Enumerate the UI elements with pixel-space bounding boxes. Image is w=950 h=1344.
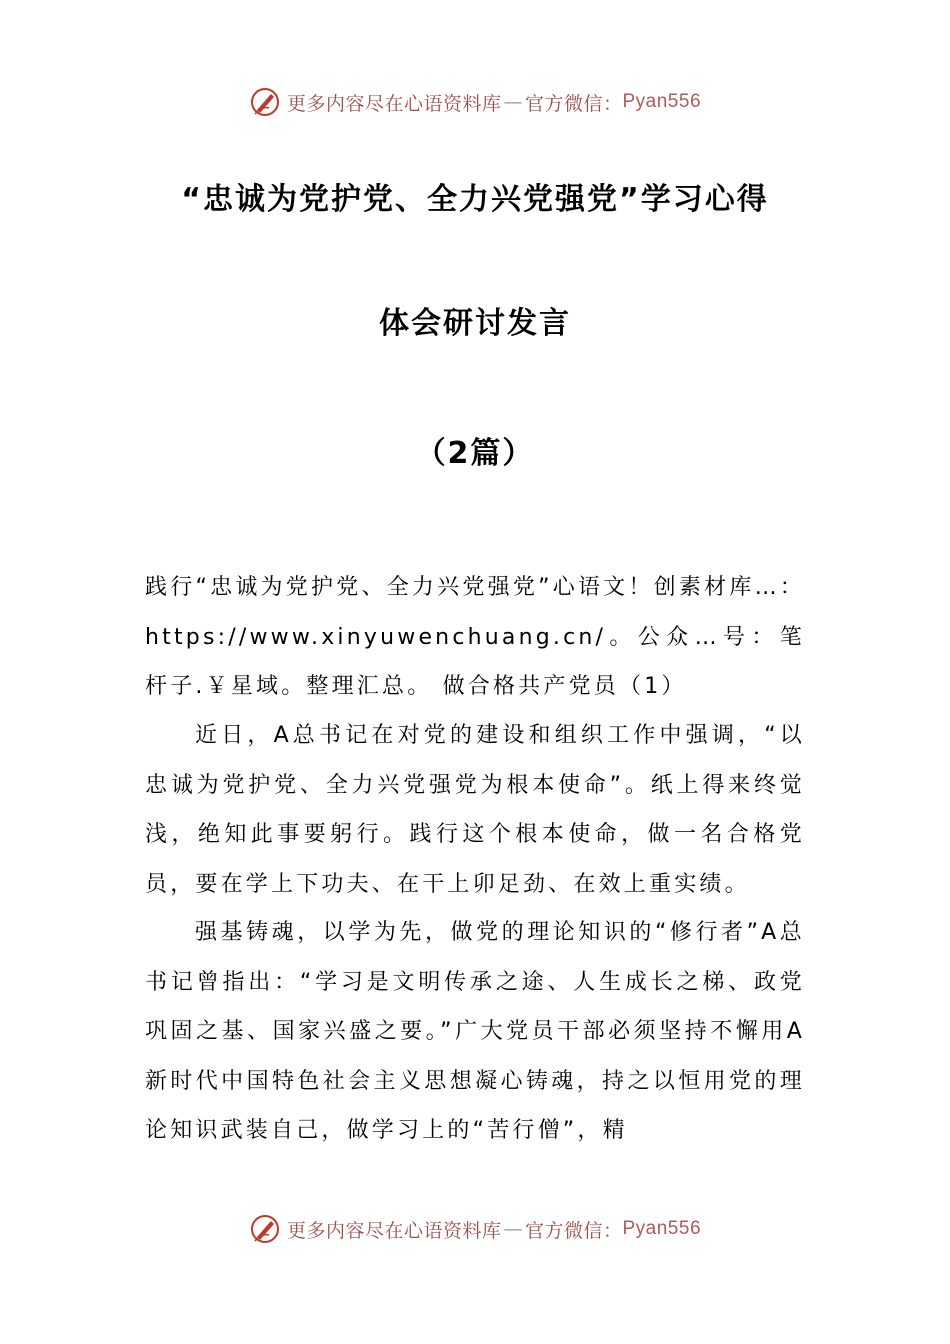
watermark-id: Pyan556	[622, 91, 702, 112]
watermark-suffix: 官方微信：	[524, 92, 623, 115]
watermark-id: Pyan556	[622, 1218, 702, 1239]
header-watermark	[0, 86, 950, 118]
pen-logo-icon	[249, 1213, 281, 1245]
watermark-suffix: 官方微信：	[524, 1219, 623, 1242]
title-line-1: “忠诚为党护党、全力兴党强党”学习心得	[181, 182, 769, 217]
watermark-text: 更多内容尽在心语资料库	[286, 92, 502, 115]
watermark-text: 更多内容尽在心语资料库	[286, 1219, 502, 1242]
title-line-2: 体会研讨发言	[379, 306, 571, 341]
footer-watermark	[0, 1213, 950, 1245]
watermark-separator: —	[503, 91, 523, 113]
body-paragraph-2: 强基铸魂，以学为先，做党的理论知识的“修行者”A总书记曾指出：“学习是文明传承之途、人生成长之梯、政党巩固之基、国家兴盛之要。”广大党员干部必须坚持不懈用A新时代中国特色社会主义思想凝心铸魂，持之以恒用党的理论知识武装自己，做学习上的“苦行僧”，精	[145, 920, 805, 1143]
watermark-separator: —	[503, 1218, 523, 1240]
title-line-3: （2篇）	[415, 436, 535, 471]
intro-paragraph: 践行“忠诚为党护党、全力兴党强党”心语文！创素材库…：https://www.xinyuwenchuang.cn/。公众…号：笔杆子.￥星域。整理汇总。 做合格共产党员（1）	[145, 575, 805, 699]
pen-logo-icon	[249, 86, 281, 118]
body-paragraph-1: 近日，A总书记在对党的建设和组织工作中强调，“以忠诚为党护党、全力兴党强党为根本使命”。纸上得来终觉浅，绝知此事要躬行。践行这个根本使命，做一名合格党员，要在学上下功夫、在干上卯足劲、在效上重实绩。	[145, 723, 805, 897]
